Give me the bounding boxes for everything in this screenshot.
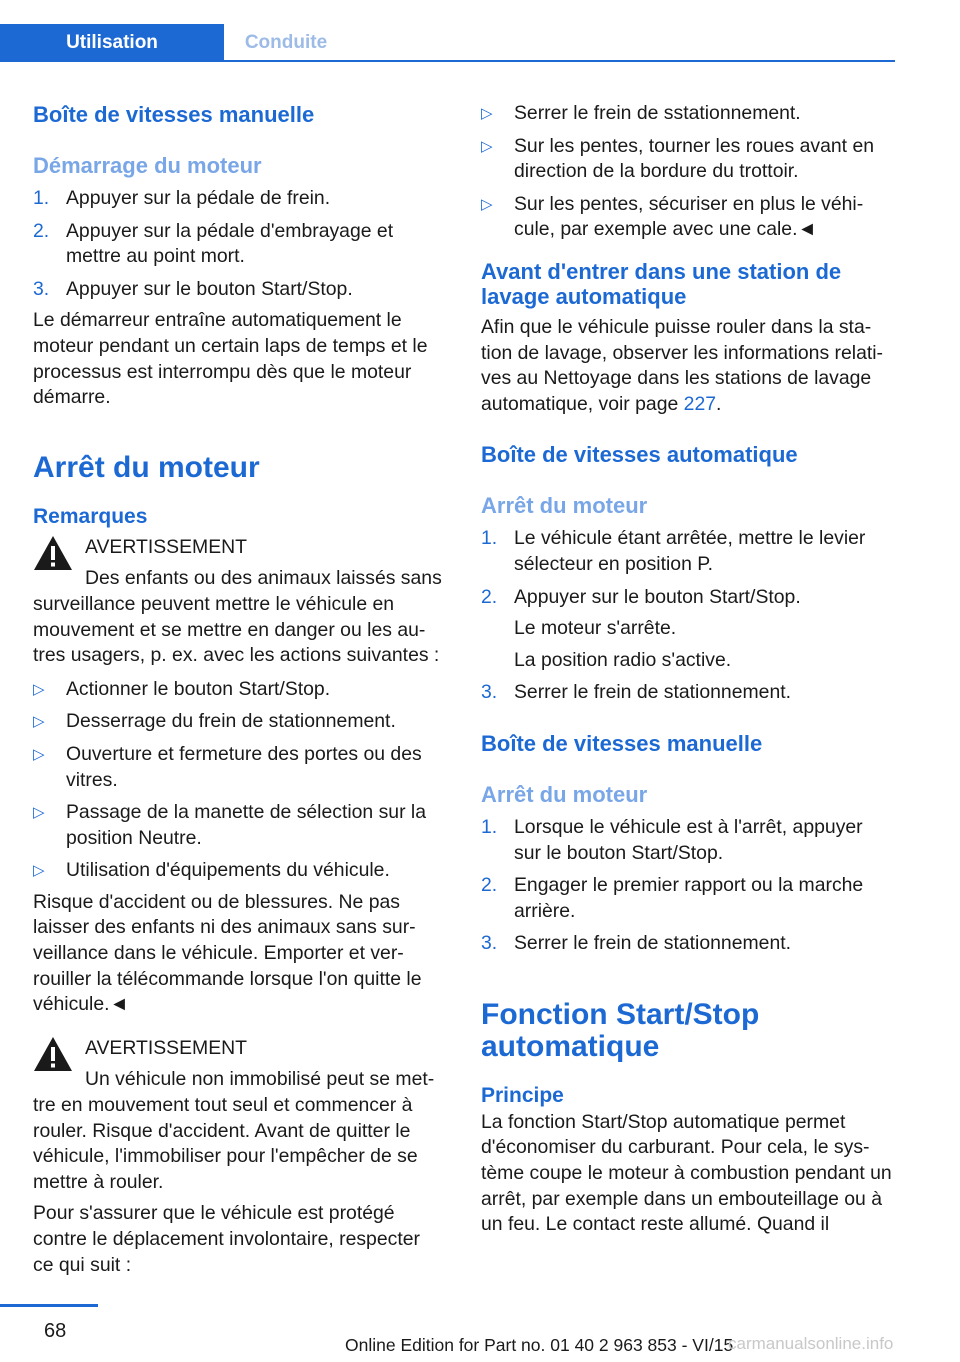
- warning-title: AVERTISSEMENT: [85, 535, 247, 558]
- wash-text: Afin que le véhicule puisse rouler dans la sta-tion de lavage, observer les informations relati-ves au Nettoyage dans les stations de lavage automatique, voir page: [481, 315, 884, 415]
- bullet-triangle-icon: ▷: [33, 713, 45, 731]
- left-column: [33, 101, 445, 1278]
- secure-paragraph: Pour s'assurer que le véhicule est protégé contre le déplacement involontaire, respecter ce qui suit :: [33, 1202, 420, 1276]
- manual-steps: [481, 815, 893, 957]
- step-number: [481, 648, 514, 674]
- tab-conduite[interactable]: Conduite: [244, 32, 328, 53]
- wash-end: .: [716, 392, 722, 415]
- bullet-text: Sur les pentes, sécuriser en plus le véhi-cule, par exemple avec une cale.◄: [514, 192, 864, 241]
- step-number: 3.: [33, 277, 50, 300]
- bullet-triangle-icon: ▷: [33, 745, 45, 763]
- right-column: [481, 101, 893, 1238]
- warning-text: Un véhicule non immobilisé peut se met-tre en mouvement tout seul et commencer à rouler. Risque d'accident. Avant de quitter le véhicule, l'immobiliser pour l'empêcher de se mettre à rouler.: [33, 1068, 435, 1193]
- bullet-text: Serrer le frein de sstationnement.: [514, 102, 801, 124]
- step-number: 3.: [481, 932, 498, 955]
- list-item: [481, 101, 893, 127]
- step-number: 2.: [33, 219, 50, 242]
- step-number: [481, 616, 514, 642]
- list-item: [33, 742, 445, 793]
- start-paragraph: Le démarreur entraîne automatiquement le moteur pendant un certain laps de temps et le processus est interrompu dès que le moteur démarre.: [33, 309, 428, 409]
- bullet-triangle-icon: ▷: [33, 804, 45, 822]
- list-item: [481, 648, 893, 674]
- heading-engine-stop: Arrêt du moteur: [33, 450, 260, 484]
- risk-paragraph: Risque d'accident ou de blessures. Ne pas laisser des enfants ni des animaux sans sur-veillance dans le véhicule. Emporter et ver-rouiller la télécommande lorsque l'on quitte le véhicule.◄: [33, 890, 422, 1016]
- heading-engine-start: Démarrage du moteur: [33, 153, 262, 178]
- warning-block: [33, 535, 445, 669]
- action-bullets: [33, 677, 445, 884]
- bullet-text: Utilisation d'équipements du véhicule.: [66, 859, 390, 882]
- step-text: Serrer le frein de stationnement.: [514, 932, 791, 955]
- principle-paragraph: La fonction Start/Stop automatique permet d'économiser du carburant. Pour cela, le sys-tème coupe le moteur à combustion pendant un arrêt, par exemple dans un embouteillage ou à un feu. Le contact reste allumé. Quand il: [481, 1110, 892, 1236]
- bullet-text: Desserrage du frein de stationnement.: [66, 710, 396, 733]
- list-item: [481, 192, 893, 243]
- heading-principle: Principe: [481, 1083, 564, 1107]
- list-item: [481, 585, 893, 611]
- list-item: [33, 858, 445, 884]
- wash-paragraph: [481, 315, 893, 417]
- step-number: 3.: [481, 681, 498, 704]
- tab-utilisation[interactable]: Utilisation: [0, 24, 224, 62]
- bullet-text: Ouverture et fermeture des portes ou des vitres.: [66, 742, 422, 791]
- watermark: carmanualsonline.info: [728, 1334, 894, 1353]
- heading-manual-gearbox: Boîte de vitesses manuelle: [33, 102, 315, 127]
- heading-car-wash: Avant d'entrer dans une station de lavage automatique: [481, 258, 842, 309]
- bullet-triangle-icon: ▷: [33, 862, 45, 880]
- warning-triangle-icon: [33, 1036, 73, 1072]
- bullet-triangle-icon: ▷: [481, 105, 493, 122]
- heading-manual-gearbox-right: Boîte de vitesses manuelle: [481, 730, 763, 756]
- list-item: [33, 186, 445, 212]
- step-text: Serrer le frein de stationnement.: [514, 681, 791, 704]
- auto-steps: [481, 526, 893, 706]
- bullet-text: Actionner le bouton Start/Stop.: [66, 677, 331, 700]
- list-item: [33, 800, 445, 851]
- list-item: [33, 677, 445, 703]
- list-item: [33, 219, 445, 270]
- step-text: Appuyer sur la pédale de frein.: [66, 187, 331, 209]
- page-number: 68: [44, 1320, 67, 1342]
- step-text: Appuyer sur le bouton Start/Stop.: [66, 277, 353, 300]
- warning-block: [33, 1036, 445, 1196]
- heading-auto-stop: Arrêt du moteur: [481, 493, 648, 519]
- heading-remarks: Remarques: [33, 504, 148, 528]
- step-text: Le moteur s'arrête.: [514, 617, 677, 640]
- list-item: [481, 134, 893, 185]
- footer-rule: [0, 1304, 98, 1307]
- heading-manual-stop: Arrêt du moteur: [481, 781, 648, 807]
- heading-start-stop-function: Fonction Start/Stop automatique: [481, 997, 760, 1063]
- heading-automatic-gearbox: Boîte de vitesses automatique: [481, 442, 798, 468]
- bullet-triangle-icon: ▷: [481, 195, 493, 213]
- warning-text: Des enfants ou des animaux laissés sans surveillance peuvent mettre le véhicule en mouvement et se mettre en danger ou les au-tres usagers, p. ex. avec les actions suivantes :: [33, 567, 442, 667]
- start-steps: [33, 186, 445, 302]
- list-item: [33, 709, 445, 735]
- bullet-triangle-icon: ▷: [481, 137, 493, 155]
- step-text: La position radio s'active.: [514, 648, 732, 671]
- bullet-text: Passage de la manette de sélection sur la position Neutre.: [66, 801, 427, 849]
- list-item: [481, 815, 893, 866]
- list-item: [481, 931, 893, 957]
- step-number: 1.: [33, 187, 50, 209]
- page-link[interactable]: 227: [683, 392, 717, 415]
- warning-title: AVERTISSEMENT: [85, 1036, 247, 1059]
- bullet-triangle-icon: ▷: [33, 680, 45, 698]
- step-text: Lorsque le véhicule est à l'arrêt, appuyer sur le bouton Start/Stop.: [514, 815, 863, 864]
- list-item: [481, 680, 893, 706]
- list-item: [481, 616, 893, 642]
- list-item: [481, 873, 893, 924]
- secure-bullets: [481, 101, 893, 243]
- list-item: [33, 277, 445, 303]
- step-text: Appuyer sur la pédale d'embrayage et mettre au point mort.: [66, 219, 394, 268]
- bullet-text: Sur les pentes, tourner les roues avant en direction de la bordure du trottoir.: [514, 134, 875, 183]
- step-text: Le véhicule étant arrêtée, mettre le levier sélecteur en position P.: [514, 527, 866, 575]
- step-number: 1.: [481, 527, 498, 550]
- chapter-tabs: [0, 24, 348, 62]
- step-number: 1.: [481, 815, 498, 838]
- step-text: Appuyer sur le bouton Start/Stop.: [514, 585, 801, 608]
- tab-underline: [0, 60, 895, 62]
- step-number: 2.: [481, 585, 498, 608]
- step-text: Engager le premier rapport ou la marche arrière.: [514, 874, 864, 922]
- warning-triangle-icon: [33, 535, 73, 571]
- step-number: 2.: [481, 874, 498, 897]
- edition-text: Online Edition for Part no. 01 40 2 963 853 - VI/15: [345, 1335, 734, 1355]
- list-item: [481, 526, 893, 577]
